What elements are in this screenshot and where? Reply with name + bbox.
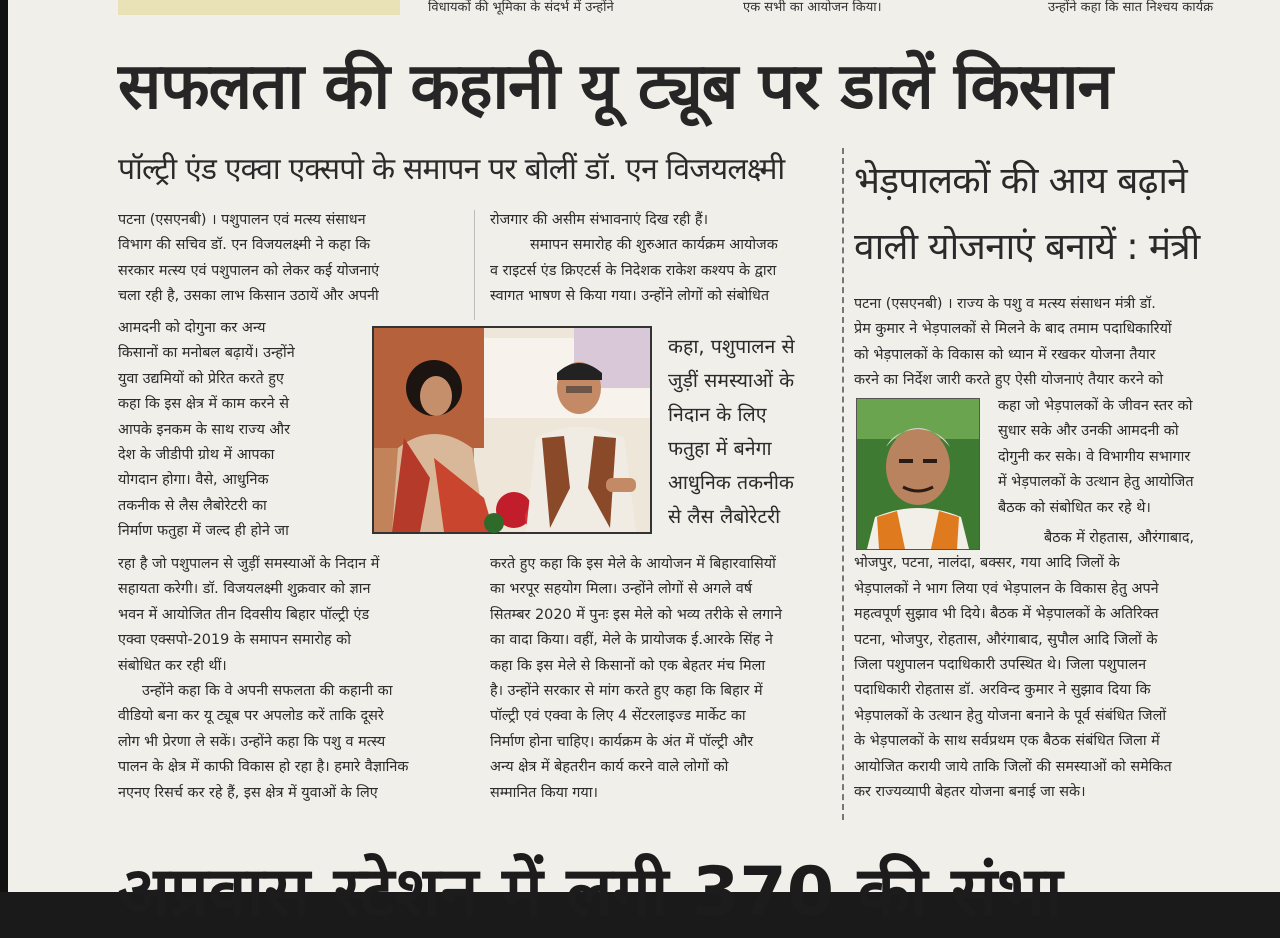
text-line: रहा है जो पशुपालन से जुड़ीं समस्याओं के निदान में: [118, 556, 380, 572]
text-line: पदाधिकारी रोहतास डॉ. अरविन्द कुमार ने सुझाव दिया कि: [854, 682, 1151, 699]
left-col2-top: [490, 208, 830, 310]
text-line: योगदान होगा। वैसे, आधुनिक: [118, 472, 269, 489]
text-line: उन्होंने कहा कि वे अपनी सफलता की कहानी का: [142, 683, 393, 700]
left-col1-top: [118, 208, 458, 310]
text-line: सितम्बर 2020 में पुनः इस मेले को भव्य तरीके से लगाने: [490, 606, 782, 623]
text-line: है। उन्होंने सरकार से मांग करते हुए कहा कि बिहार में: [490, 683, 763, 700]
pull-quote-line: फतुहा में बनेगा: [668, 437, 772, 460]
side-headline: [854, 148, 1254, 280]
text-line: का भरपूर सहयोग मिला। उन्होंने लोगों से अगले वर्ष: [490, 581, 753, 598]
side-headline-line: वाली योजनाएं बनायें : मंत्री: [854, 225, 1200, 268]
left-col1-bottom: [118, 552, 458, 806]
text-line: व राइटर्स एंड क्रिएटर्स के निदेशक राकेश कश्यप के द्वारा: [490, 262, 777, 279]
text-line: युवा उद्यमियों को प्रेरित करते हुए: [118, 370, 284, 387]
text-line: का वादा किया। वहीं, मेले के प्रायोजक ई.आरके सिंह ने: [490, 632, 773, 649]
text-line: वीडियो बना कर यू ट्यूब पर अपलोड करें ताकि दूसरे: [118, 708, 384, 725]
pull-quote-line: जुड़ीं समस्याओं के: [668, 369, 795, 392]
text-line: निर्माण फतुहा में जल्द ही होने जा: [118, 523, 289, 540]
text-line: एक्वा एक्सपो-2019 के समापन समारोह को: [118, 632, 351, 649]
text-line: पॉल्ट्री एवं एक्वा के लिए 4 सेंटरलाइज्ड मार्केट का: [490, 708, 746, 725]
top-fragment-3: उन्होंने कहा कि सात निश्चय कार्यक्र: [1048, 0, 1214, 15]
pull-quote: [668, 330, 833, 534]
text-line: कर राज्यव्यापी बेहतर योजना बनाई जा सके।: [854, 784, 1086, 801]
text-line: रोजगार की असीम संभावनाएं दिख रही हैं।: [490, 212, 709, 228]
side-headline-line: भेड़पालकों की आय बढ़ाने: [854, 159, 1187, 202]
text-line: कहा कि इस मेले से किसानों को एक बेहतर मंच मिला: [490, 657, 766, 674]
text-line: दोगुनी कर सके। वे विभागीय सभागार: [998, 448, 1191, 465]
text-line: स्वागत भाषण से किया गया। उन्होंने लोगों को संबोधित: [490, 288, 770, 305]
pull-quote-line: निदान के लिए: [668, 403, 767, 426]
text-line: पालन के क्षेत्र में काफी विकास हो रहा है। हमारे वैज्ञानिक: [118, 759, 409, 776]
text-line: महत्वपूर्ण सुझाव भी दिये। बैठक में भेड़पालकों के अतिरिक्त: [854, 606, 1159, 623]
text-line: बैठक को संबोधित कर रहे थे।: [998, 499, 1151, 516]
text-line: अन्य क्षेत्र में बेहतरीन कार्य करने वाले लोगों को: [490, 759, 729, 776]
text-line: निर्माण होना चाहिए। कार्यक्रम के अंत में पॉल्ट्री और: [490, 733, 754, 750]
text-line: को भेड़पालकों के विकास को ध्यान में रखकर योजना तैयार: [854, 346, 1156, 363]
top-strip: [0, 0, 1280, 20]
left-col1-wrap: [118, 316, 358, 545]
text-line: भेड़पालकों के उत्थान हेतु योजना बनाने के पूर्व संबंधित जिलों: [854, 707, 1167, 724]
sub-headline: पॉल्ट्री एंड एक्वा एक्सपो के समापन पर बोलीं डॉ. एन विजयलक्ष्मी: [118, 152, 785, 187]
pull-quote-line: कहा, पशुपालन से: [668, 335, 795, 358]
text-line: में भेड़पालकों के उत्थान हेतु आयोजित: [998, 474, 1194, 491]
inner-column-divider: [474, 210, 475, 320]
text-line: सम्मानित किया गया।: [490, 784, 598, 801]
text-line: तकनीक से लैस लैबोरेटरी का: [118, 497, 267, 514]
text-line: लोग भी प्रेरणा ले सकें। उन्होंने कहा कि पशु व मत्स्य: [118, 733, 386, 750]
event-photo-image: [374, 328, 650, 532]
text-line: सुधार सके और उनकी आमदनी को: [998, 423, 1179, 440]
text-line: करने का निर्देश जारी करते हुए ऐसी योजनाएं तैयार करने को: [854, 372, 1164, 389]
text-line: पटना (एसएनबी) । पशुपालन एवं मत्स्य संसाधन: [118, 212, 366, 228]
screen-edge: [0, 0, 8, 892]
text-line: देश के जीडीपी ग्रोथ में आपका: [118, 447, 275, 464]
text-line: विभाग की सचिव डॉ. एन विजयलक्ष्मी ने कहा कि: [118, 237, 371, 254]
text-line: भोजपुर, पटना, नालंदा, बक्सर, गया आदि जिलों के: [854, 555, 1120, 572]
event-photo: [372, 326, 652, 534]
side-bottom-text: [854, 526, 1254, 805]
text-line: आयोजित करायी जाये ताकि जिलों की समस्याओं को समेकित: [854, 758, 1172, 775]
text-line: किसानों का मनोबल बढ़ायें। उन्होंने: [118, 345, 295, 362]
column-divider: [842, 148, 844, 820]
left-col2-bottom: [490, 552, 830, 806]
text-line: संबोधित कर रही थीं।: [118, 657, 227, 674]
top-fragment-1: विधायकों की भूमिका के संदर्भ में उन्होंने: [428, 0, 614, 15]
text-line: सहायता करेगी। डॉ. विजयलक्ष्मी शुक्रवार को ज्ञान: [118, 581, 371, 598]
text-line: पटना, भोजपुर, रोहतास, औरंगाबाद, सुपौल आदि जिलों के: [854, 631, 1158, 648]
main-headline: सफलता की कहानी यू ट्यूब पर डालें किसान: [118, 50, 1113, 124]
text-line: प्रेम कुमार ने भेड़पालकों से मिलने के बाद तमाम पदाधिकारियों: [854, 321, 1172, 338]
text-line: सरकार मत्स्य एवं पशुपालन को लेकर कई योजनाएं: [118, 262, 380, 279]
text-line: आपके इनकम के साथ राज्य और: [118, 421, 291, 438]
text-line: जिला पशुपालन पदाधिकारी उपस्थित थे। जिला पशुपालन: [854, 657, 1147, 674]
top-fragment-2: एक सभी का आयोजन किया।: [743, 0, 882, 15]
text-line: पटना (एसएनबी) । राज्य के पशु व मत्स्य संसाधन मंत्री डॉ.: [854, 296, 1156, 312]
text-line: भवन में आयोजित तीन दिवसीय बिहार पॉल्ट्री एंड: [118, 606, 370, 623]
text-line: चला रही है, उसका लाभ किसान उठायें और अपनी: [118, 288, 379, 305]
pull-quote-line: से लैस लैबोरेटरी: [668, 505, 781, 528]
text-line: कहा कि इस क्षेत्र में काम करने से: [118, 396, 289, 413]
pull-quote-line: आधुनिक तकनीक: [668, 471, 794, 494]
side-top-text: [854, 292, 1254, 394]
side-wrap-text: [998, 394, 1252, 521]
text-line: करते हुए कहा कि इस मेले के आयोजन में बिहारवासियों: [490, 556, 776, 572]
text-line: नएनए रिसर्च कर रहे हैं, इस क्षेत्र में युवाओं के लिए: [118, 784, 378, 801]
text-line: बैठक में रोहतास, औरंगाबाद,: [1044, 530, 1195, 546]
text-line: समापन समारोह की शुरुआत कार्यक्रम आयोजक: [530, 237, 778, 254]
top-highlight-box: [118, 0, 400, 15]
text-line: भेड़पालकों ने भाग लिया एवं भेड़पालन के विकास हेतु अपने: [854, 580, 1159, 597]
text-line: कहा जो भेड़पालकों के जीवन स्तर को: [998, 398, 1193, 414]
text-line: आमदनी को दोगुना कर अन्य: [118, 320, 266, 336]
next-headline-cut: अप्रवास स्टेशन में लगी 370 की संभा: [118, 853, 1063, 932]
text-line: के भेड़पालकों के साथ सर्वप्रथम एक बैठक संबंधित जिला में: [854, 733, 1160, 750]
